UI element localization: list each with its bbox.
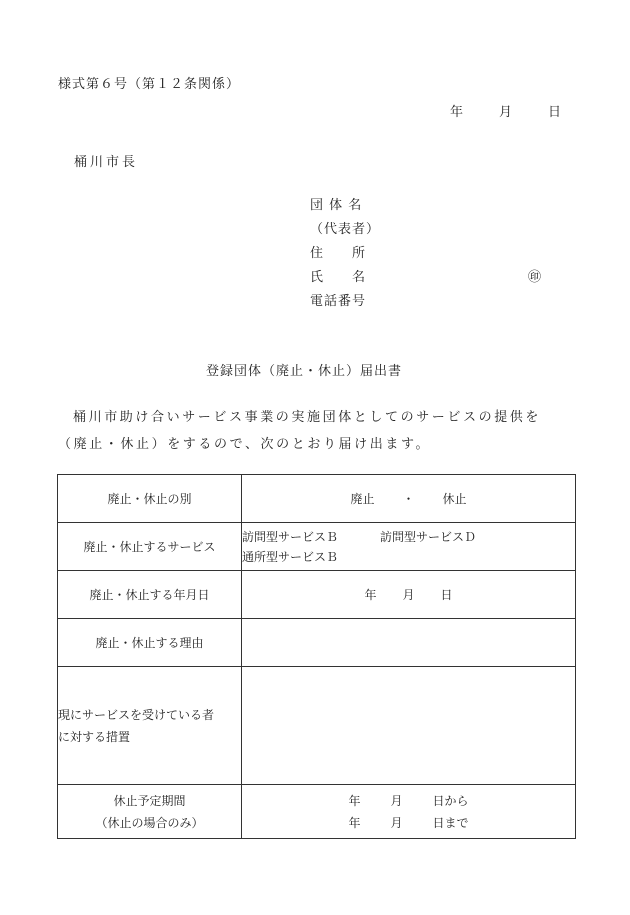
table-row	[58, 523, 576, 571]
period-to-year: 年	[348, 815, 361, 830]
period-to-day: 日まで	[432, 815, 469, 830]
period-value	[242, 785, 576, 839]
body-line-1: 桶川市助け合いサービス事業の実施団体としてのサービスの提供を	[73, 410, 542, 425]
date-month-label: 月	[499, 105, 513, 120]
org-name-label: 団 体 名	[310, 198, 363, 213]
date-month: 月	[402, 588, 415, 602]
period-label-line-2: （休止の場合のみ）	[95, 815, 204, 830]
services-label: 廃止・休止するサービス	[58, 523, 242, 571]
date-label: 廃止・休止する年月日	[58, 571, 242, 619]
table-row	[58, 785, 576, 839]
phone-row	[310, 290, 550, 314]
date-year-label: 年	[450, 105, 464, 120]
reason-value	[242, 619, 576, 667]
period-label	[58, 785, 242, 839]
name-label: 氏 名	[310, 270, 367, 285]
table-row	[58, 619, 576, 667]
option-abolish: 廃止	[350, 492, 375, 506]
services-value	[242, 523, 576, 571]
date-day-label: 日	[548, 105, 562, 120]
table-row	[58, 475, 576, 523]
table-row	[58, 667, 576, 785]
period-from-year: 年	[348, 793, 361, 808]
seal-icon: ㊞	[528, 270, 542, 285]
phone-label: 電話番号	[310, 294, 367, 309]
form-number: 様式第６号（第１２条関係）	[58, 77, 241, 92]
date-year: 年	[364, 588, 377, 602]
period-to-month: 月	[390, 815, 403, 830]
notification-table	[57, 474, 576, 839]
submission-date	[450, 101, 561, 120]
table-row	[58, 571, 576, 619]
service-visit-b: 訪問型サービスＢ	[242, 529, 339, 544]
date-day: 日	[440, 588, 453, 602]
addressee: 桶川市長	[74, 155, 139, 170]
body-line-2: （廃止・休止）をするので、次のとおり届け出ます。	[58, 437, 432, 452]
service-visit-d: 訪問型サービスＤ	[380, 529, 477, 544]
suspension-type-value	[242, 475, 576, 523]
suspension-type-label: 廃止・休止の別	[58, 475, 242, 523]
address-row	[310, 242, 550, 266]
document-title: 登録団体（廃止・休止）届出書	[206, 364, 403, 379]
period-from-month: 月	[390, 793, 403, 808]
service-day-b: 通所型サービスＢ	[242, 549, 339, 564]
body-text	[58, 404, 578, 458]
address-label: 住 所	[310, 246, 367, 261]
option-suspend: 休止	[442, 492, 467, 506]
measures-value	[242, 667, 576, 785]
period-label-line-1: 休止予定期間	[113, 793, 186, 808]
measures-label	[58, 667, 242, 785]
representative-label: （代表者）	[310, 222, 381, 237]
applicant-block	[310, 194, 550, 314]
option-separator: ・	[402, 492, 415, 506]
period-from-day: 日から	[432, 793, 469, 808]
measures-label-line-2: に対する措置	[58, 729, 131, 744]
measures-label-line-1: 現にサービスを受けている者	[58, 707, 215, 722]
reason-label: 廃止・休止する理由	[58, 619, 242, 667]
org-name-row	[310, 194, 550, 218]
representative-row	[310, 218, 550, 242]
name-row	[310, 266, 550, 290]
date-value	[242, 571, 576, 619]
